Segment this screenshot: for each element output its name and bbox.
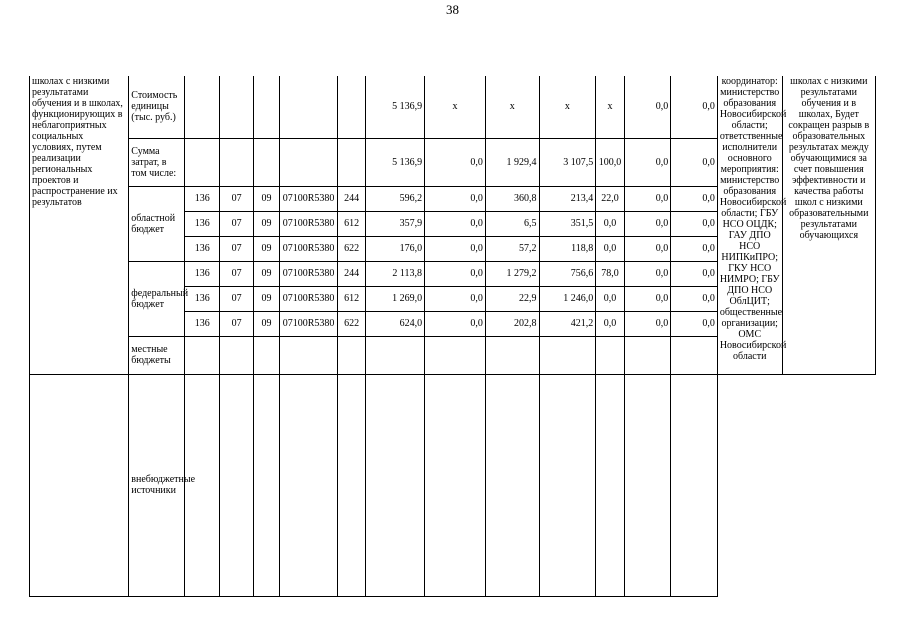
- table-row: 136 07 09 07100R5380 612 1 269,0 0,0 22,9 1 246,0 0,0 0,0 0,0: [30, 286, 876, 311]
- table-row: федеральный бюджет 136 07 09 07100R5380 244 2 113,8 0,0 1 279,2 756,6 78,0 0,0 0,0: [30, 261, 876, 286]
- local-budget-label: местные бюджеты: [129, 336, 185, 374]
- table-row: 136 07 09 07100R5380 622 176,0 0,0 57,2 118,8 0,0 0,0 0,0: [30, 236, 876, 261]
- page-number: 38: [446, 2, 459, 17]
- budget-table: [29, 76, 876, 597]
- table-row: [30, 374, 876, 596]
- total-label: Сумма затрат, в том числе:: [129, 138, 185, 186]
- result-cell: школах с низкими результатами обучения и в школах, Будет сокращен разрыв в образовательных результатах между обучающимися за счет повышения эффективности и качества работы школ с низкими образовательными результатами обучающихся: [782, 76, 875, 374]
- table-row: 136 07 09 07100R5380 612 357,9 0,0 6,5 351,5 0,0 0,0 0,0: [30, 211, 876, 236]
- executors-cell: координатор: министерство образования Новосибирской области; ответственные исполнители основного мероприятия: министерство образования Новосибирской области; ГБУ НСО ОЦДК; ГАУ ДПО НСО НИПКиПРО; ГКУ НСО НИМРО; ГБУ ДПО НСО ОблЦИТ; общественные организации; ОМС Новосибирской области: [717, 76, 782, 374]
- table-row: областной бюджет 136 07 09 07100R5380 244 596,2 0,0 360,8 213,4 22,0 0,0 0,0: [30, 186, 876, 211]
- regional-budget-label: областной бюджет: [129, 186, 185, 261]
- extra-budget-label: внебюджетные источники: [129, 374, 185, 596]
- unit-cost-label: Стоимость единицы (тыс. руб.): [129, 76, 185, 138]
- measure-name-cell: школах с низкими результатами обучения и в школах, функционирующих в неблагоприятных социальных условиях, путем реализации региональных проектов и распространение их результатов: [30, 76, 129, 374]
- table-row: Сумма затрат, в том числе: 5 136,9 0,0 1 929,4 3 107,5 100,0 0,0 0,0: [30, 138, 876, 186]
- federal-budget-label: федеральный бюджет: [129, 261, 185, 336]
- table-row: школах с низкими результатами обучения и в школах, функционирующих в неблагоприятных социальных условиях, путем реализации региональных проектов и распространение их результатов Стоимость единицы (тыс. руб.) 5 136,9 х х х х 0,0 0,0 координатор: министерство образования Новосибирской области; ответственные исполнители основного мероприятия: министерство образования Новосибирской области; ГБУ НСО ОЦДК; ГАУ ДПО НСО НИПКиПРО; ГКУ НСО НИМРО; ГБУ ДПО НСО ОблЦИТ; общественные организации; ОМС Новосибирской области школах с низкими результатами обучения и в школах, Будет сокращен разрыв в образовательных результатах между обучающимися за счет повышения эффективности и качества работы школ с низкими образовательными результатами обучающихся: [30, 76, 876, 138]
- table-row: 136 07 09 07100R5380 622 624,0 0,0 202,8 421,2 0,0 0,0 0,0: [30, 311, 876, 336]
